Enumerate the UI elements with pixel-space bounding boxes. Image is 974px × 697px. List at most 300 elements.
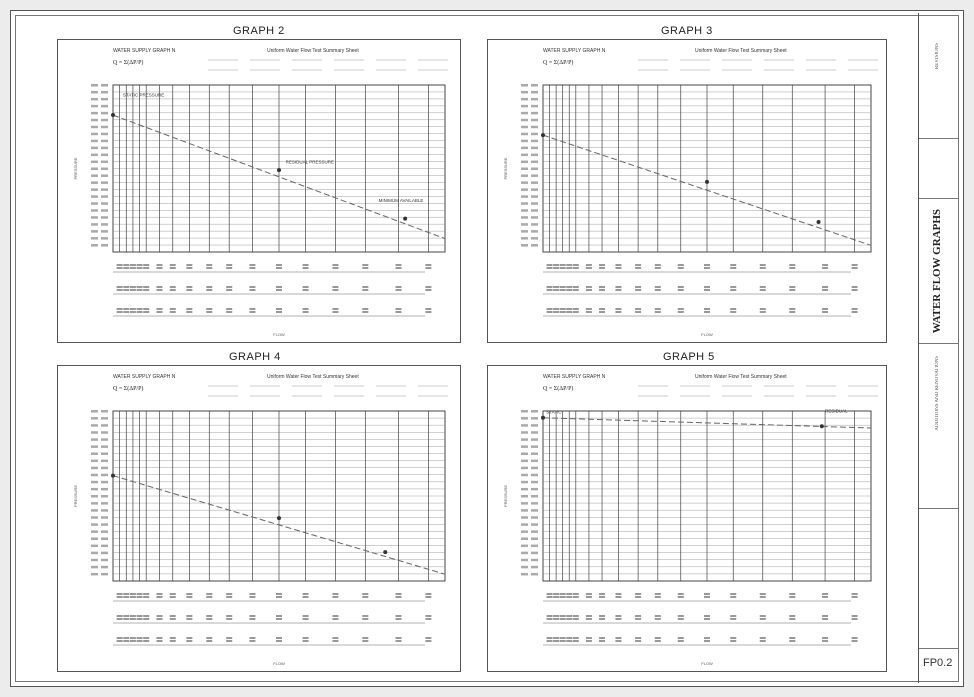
- annotation: RESIDUAL: [825, 408, 848, 414]
- project-cell: [919, 343, 959, 508]
- tick-label-left: [91, 209, 98, 212]
- flow-tick: [547, 286, 553, 288]
- stamp-cell: [919, 138, 959, 198]
- flow-tick: [704, 286, 710, 288]
- tick-label-left: [91, 84, 98, 87]
- tick-label-left: [101, 188, 108, 191]
- flow-tick: [678, 615, 684, 617]
- tick-label-left: [91, 538, 98, 541]
- flow-tick: [586, 264, 592, 266]
- flow-tick: [560, 640, 566, 642]
- flow-tick: [760, 593, 766, 595]
- flow-tick: [143, 596, 149, 598]
- flow-tick: [143, 308, 149, 310]
- flow-tick: [226, 267, 232, 269]
- flow-tick: [362, 596, 368, 598]
- flow-tick: [276, 596, 282, 598]
- flow-tick: [730, 308, 736, 310]
- tick-label-left: [521, 424, 528, 427]
- flow-tick: [655, 311, 661, 313]
- flow-tick: [226, 286, 232, 288]
- flow-tick: [560, 615, 566, 617]
- flow-tick: [553, 637, 559, 639]
- flow-tick: [655, 596, 661, 598]
- flow-tick: [678, 308, 684, 310]
- flow-tick: [186, 311, 192, 313]
- flow-tick: [130, 267, 136, 269]
- flow-tick: [206, 308, 212, 310]
- flow-tick: [655, 289, 661, 291]
- tick-label-left: [531, 161, 538, 164]
- flow-tick: [852, 637, 858, 639]
- flow-tick: [573, 637, 579, 639]
- flow-tick: [156, 264, 162, 266]
- flow-tick: [822, 596, 828, 598]
- tick-label-left: [91, 467, 98, 470]
- tick-label-left: [531, 105, 538, 108]
- flow-tick: [822, 267, 828, 269]
- flow-tick: [635, 596, 641, 598]
- flow-tick: [226, 615, 232, 617]
- flow-tick: [226, 640, 232, 642]
- flow-tick: [730, 618, 736, 620]
- flow-tick: [573, 308, 579, 310]
- flow-tick: [206, 596, 212, 598]
- tick-label-left: [521, 168, 528, 171]
- tick-label-left: [91, 460, 98, 463]
- tick-label-left: [101, 147, 108, 150]
- flow-tick: [615, 308, 621, 310]
- tick-label-left: [91, 237, 98, 240]
- flow-tick: [117, 289, 123, 291]
- project-name: ADDITIONS AND RENOVATIONS: [935, 356, 940, 431]
- tick-label-left: [521, 502, 528, 505]
- tick-label-left: [101, 140, 108, 143]
- flow-tick: [156, 640, 162, 642]
- tick-label-left: [101, 530, 108, 533]
- flow-tick: [186, 267, 192, 269]
- flow-tick: [586, 286, 592, 288]
- flow-tick: [123, 615, 129, 617]
- tick-label-left: [521, 105, 528, 108]
- flow-tick: [130, 311, 136, 313]
- flow-tick: [789, 267, 795, 269]
- tick-label-left: [101, 174, 108, 177]
- tick-label-left: [521, 573, 528, 576]
- flow-tick: [123, 286, 129, 288]
- flow-tick: [678, 311, 684, 313]
- flow-tick: [362, 286, 368, 288]
- flow-tick: [143, 640, 149, 642]
- flow-tick: [599, 593, 605, 595]
- tick-label-left: [531, 119, 538, 122]
- flow-tick: [123, 593, 129, 595]
- flow-tick: [143, 637, 149, 639]
- flow-tick: [332, 615, 338, 617]
- flow-tick: [143, 286, 149, 288]
- flow-tick: [655, 286, 661, 288]
- tick-label-left: [521, 538, 528, 541]
- flow-tick: [206, 618, 212, 620]
- flow-tick: [635, 308, 641, 310]
- graph-formula: Q = Σ(ΔP/P): [113, 60, 144, 66]
- tick-label-left: [91, 195, 98, 198]
- flow-tick: [599, 615, 605, 617]
- flow-tick: [730, 264, 736, 266]
- tick-label-left: [521, 566, 528, 569]
- flow-tick: [635, 289, 641, 291]
- tick-label-left: [531, 552, 538, 555]
- tick-label-left: [101, 495, 108, 498]
- flow-tick: [635, 618, 641, 620]
- test-point: [705, 180, 709, 184]
- flow-tick: [186, 593, 192, 595]
- flow-tick: [206, 289, 212, 291]
- x-axis-label: FLOW: [701, 661, 713, 666]
- flow-tick: [586, 289, 592, 291]
- flow-tick: [573, 596, 579, 598]
- flow-tick: [249, 264, 255, 266]
- flow-tick: [655, 615, 661, 617]
- tick-label-left: [531, 174, 538, 177]
- flow-tick: [789, 640, 795, 642]
- flow-tick: [678, 637, 684, 639]
- graph-5-title: GRAPH 5: [663, 351, 715, 363]
- tick-label-left: [101, 523, 108, 526]
- flow-tick: [170, 267, 176, 269]
- tick-label-left: [101, 119, 108, 122]
- flow-tick: [137, 264, 143, 266]
- flow-tick: [560, 311, 566, 313]
- tick-label-left: [521, 91, 528, 94]
- tick-label-left: [101, 559, 108, 562]
- flow-tick: [553, 308, 559, 310]
- flow-tick: [303, 593, 309, 595]
- flow-tick: [852, 264, 858, 266]
- flow-tick: [332, 264, 338, 266]
- tick-label-left: [521, 188, 528, 191]
- flow-tick: [186, 596, 192, 598]
- flow-tick: [566, 615, 572, 617]
- flow-tick: [566, 640, 572, 642]
- tick-label-left: [521, 230, 528, 233]
- flow-tick: [396, 264, 402, 266]
- flow-tick: [586, 615, 592, 617]
- flow-tick: [852, 596, 858, 598]
- flow-tick: [425, 618, 431, 620]
- tick-label-left: [531, 545, 538, 548]
- tick-label-left: [531, 530, 538, 533]
- flow-tick: [396, 593, 402, 595]
- tick-label-left: [521, 174, 528, 177]
- tick-label-left: [521, 488, 528, 491]
- flow-tick: [553, 596, 559, 598]
- tick-label-left: [521, 552, 528, 555]
- flow-tick: [117, 618, 123, 620]
- flow-tick: [137, 267, 143, 269]
- flow-tick: [560, 596, 566, 598]
- tick-label-left: [521, 140, 528, 143]
- flow-tick: [852, 289, 858, 291]
- flow-tick: [704, 640, 710, 642]
- annotation: STATIC PRESSURE: [122, 92, 165, 98]
- flow-tick: [123, 596, 129, 598]
- flow-tick: [170, 618, 176, 620]
- flow-tick: [789, 596, 795, 598]
- flow-tick: [362, 264, 368, 266]
- tick-label-left: [521, 431, 528, 434]
- flow-tick: [678, 596, 684, 598]
- flow-tick: [586, 640, 592, 642]
- flow-tick: [760, 640, 766, 642]
- drawing-sheet: [10, 10, 964, 687]
- flow-tick: [303, 286, 309, 288]
- tick-label-left: [521, 410, 528, 413]
- flow-tick: [206, 267, 212, 269]
- x-axis-label: FLOW: [273, 661, 285, 666]
- tick-label-left: [531, 488, 538, 491]
- tick-label-left: [101, 431, 108, 434]
- flow-tick: [635, 264, 641, 266]
- tick-label-left: [521, 84, 528, 87]
- flow-tick: [362, 637, 368, 639]
- flow-tick: [547, 640, 553, 642]
- flow-tick: [560, 264, 566, 266]
- flow-tick: [704, 593, 710, 595]
- firm-cell: [919, 508, 959, 648]
- flow-tick: [553, 618, 559, 620]
- flow-tick: [852, 308, 858, 310]
- flow-tick: [276, 289, 282, 291]
- tick-label-left: [91, 438, 98, 441]
- flow-tick: [560, 618, 566, 620]
- static-point: [111, 474, 115, 478]
- flow-tick: [760, 615, 766, 617]
- flow-tick: [156, 615, 162, 617]
- flow-tick: [186, 264, 192, 266]
- tick-label-left: [521, 154, 528, 157]
- flow-tick: [303, 267, 309, 269]
- tick-label-left: [531, 410, 538, 413]
- flow-tick: [599, 289, 605, 291]
- flow-tick: [599, 596, 605, 598]
- flow-tick: [655, 618, 661, 620]
- tick-label-left: [91, 552, 98, 555]
- tick-label-left: [521, 119, 528, 122]
- flow-tick: [186, 637, 192, 639]
- flow-tick: [117, 596, 123, 598]
- tick-label-left: [531, 431, 538, 434]
- flow-tick: [586, 267, 592, 269]
- flow-tick: [615, 615, 621, 617]
- tick-label-left: [531, 91, 538, 94]
- tick-label-left: [521, 202, 528, 205]
- flow-tick: [123, 637, 129, 639]
- flow-tick: [206, 615, 212, 617]
- tick-label-left: [521, 417, 528, 420]
- tick-label-left: [531, 495, 538, 498]
- tick-label-left: [91, 453, 98, 456]
- flow-tick: [586, 311, 592, 313]
- flow-tick: [332, 640, 338, 642]
- test-point: [820, 424, 824, 428]
- tick-label-left: [91, 445, 98, 448]
- tick-label-left: [91, 559, 98, 562]
- tick-label-left: [521, 147, 528, 150]
- flow-tick: [332, 311, 338, 313]
- tick-label-left: [91, 509, 98, 512]
- flow-tick: [704, 308, 710, 310]
- flow-tick: [566, 308, 572, 310]
- flow-tick: [573, 593, 579, 595]
- test-point: [277, 516, 281, 520]
- flow-tick: [206, 311, 212, 313]
- flow-tick: [599, 637, 605, 639]
- flow-tick: [425, 308, 431, 310]
- tick-label-left: [531, 112, 538, 115]
- flow-tick: [226, 311, 232, 313]
- tick-label-left: [531, 417, 538, 420]
- tick-label-left: [91, 545, 98, 548]
- flow-tick: [760, 311, 766, 313]
- flow-tick: [226, 637, 232, 639]
- tick-label-left: [91, 181, 98, 184]
- flow-tick: [425, 267, 431, 269]
- flow-tick: [547, 593, 553, 595]
- flow-tick: [615, 311, 621, 313]
- graph-4-panel: [57, 365, 461, 672]
- tick-label-left: [521, 445, 528, 448]
- tick-label-left: [531, 445, 538, 448]
- flow-tick: [678, 264, 684, 266]
- tick-label-left: [101, 237, 108, 240]
- flow-tick: [303, 289, 309, 291]
- tick-label-left: [101, 126, 108, 129]
- tick-label-left: [91, 523, 98, 526]
- tick-label-left: [91, 417, 98, 420]
- flow-tick: [303, 640, 309, 642]
- static-point: [541, 133, 545, 137]
- tick-label-left: [531, 147, 538, 150]
- flow-tick: [249, 308, 255, 310]
- flow-tick: [170, 637, 176, 639]
- flow-tick: [560, 289, 566, 291]
- tick-label-left: [101, 112, 108, 115]
- flow-tick: [678, 289, 684, 291]
- flow-tick: [635, 637, 641, 639]
- flow-tick: [560, 637, 566, 639]
- flow-tick: [789, 637, 795, 639]
- flow-tick: [704, 596, 710, 598]
- tick-label-left: [521, 495, 528, 498]
- flow-tick: [760, 264, 766, 266]
- flow-tick: [560, 308, 566, 310]
- tick-label-left: [531, 509, 538, 512]
- flow-tick: [249, 267, 255, 269]
- flow-tick: [599, 311, 605, 313]
- annotation: RESIDUAL PRESSURE: [285, 159, 334, 165]
- tick-label-left: [91, 474, 98, 477]
- flow-tick: [586, 308, 592, 310]
- tick-label-left: [101, 488, 108, 491]
- flow-tick: [566, 286, 572, 288]
- flow-tick: [362, 593, 368, 595]
- flow-tick: [789, 286, 795, 288]
- flow-tick: [276, 640, 282, 642]
- tick-label-left: [91, 216, 98, 219]
- y-axis-label: PRESSURE: [73, 157, 78, 180]
- flow-tick: [303, 308, 309, 310]
- flow-tick: [553, 593, 559, 595]
- flow-tick: [553, 615, 559, 617]
- tick-label-left: [531, 230, 538, 233]
- flow-tick: [852, 286, 858, 288]
- flow-tick: [425, 637, 431, 639]
- flow-tick: [615, 637, 621, 639]
- sheet-number-cell: [919, 648, 959, 683]
- flow-tick: [573, 618, 579, 620]
- flow-tick: [170, 593, 176, 595]
- graph-summary: Uniform Water Flow Test Summary Sheet: [694, 48, 787, 54]
- tick-label-left: [521, 237, 528, 240]
- flow-tick: [566, 596, 572, 598]
- flow-tick: [553, 289, 559, 291]
- flow-tick: [730, 637, 736, 639]
- flow-tick: [303, 615, 309, 617]
- sheet-number: FP0.2: [923, 657, 953, 669]
- tick-label-left: [531, 438, 538, 441]
- flow-tick: [615, 289, 621, 291]
- flow-tick: [362, 308, 368, 310]
- flow-tick: [547, 267, 553, 269]
- sheet-title: WATER FLOW GRAPHS: [931, 209, 943, 334]
- flow-tick: [822, 308, 828, 310]
- flow-tick: [425, 289, 431, 291]
- flow-tick: [560, 267, 566, 269]
- flow-tick: [822, 637, 828, 639]
- flow-tick: [170, 615, 176, 617]
- tick-label-left: [101, 417, 108, 420]
- flow-tick: [560, 286, 566, 288]
- g4-svg: [58, 366, 460, 671]
- flow-tick: [226, 618, 232, 620]
- flow-tick: [566, 289, 572, 291]
- flow-tick: [137, 289, 143, 291]
- tick-label-left: [91, 140, 98, 143]
- flow-tick: [249, 637, 255, 639]
- graph-summary: Uniform Water Flow Test Summary Sheet: [694, 374, 787, 380]
- tick-label-left: [531, 188, 538, 191]
- tick-label-left: [101, 91, 108, 94]
- tick-label-left: [521, 133, 528, 136]
- graph-heading: WATER SUPPLY GRAPH N: [543, 374, 606, 380]
- flow-tick: [655, 593, 661, 595]
- tick-label-left: [101, 453, 108, 456]
- flow-tick: [760, 267, 766, 269]
- tick-label-left: [91, 410, 98, 413]
- flow-tick: [635, 311, 641, 313]
- flow-tick: [678, 286, 684, 288]
- tick-label-left: [101, 545, 108, 548]
- flow-tick: [730, 640, 736, 642]
- flow-tick: [615, 596, 621, 598]
- tick-label-left: [531, 237, 538, 240]
- flow-tick: [573, 286, 579, 288]
- flow-tick: [137, 286, 143, 288]
- flow-tick: [276, 267, 282, 269]
- flow-tick: [170, 289, 176, 291]
- flow-tick: [130, 615, 136, 617]
